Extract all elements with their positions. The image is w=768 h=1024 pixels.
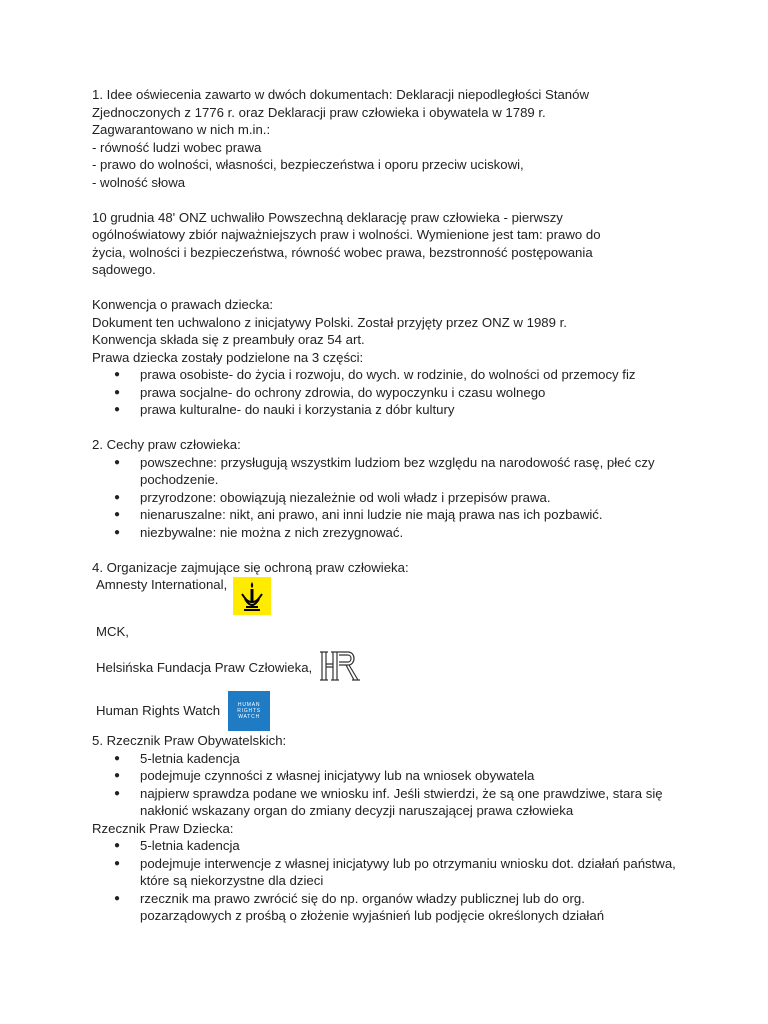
section-4	[92, 559, 692, 733]
section-5	[92, 732, 692, 925]
spacer	[92, 419, 692, 437]
list-item: ● prawa socjalne- do ochrony zdrowia, do wypoczynku i czasu wolnego	[92, 384, 692, 402]
org-name: Amnesty International,	[96, 577, 228, 592]
document-body	[92, 86, 692, 925]
paragraph-line: Zagwarantowano w nich m.in.:	[92, 122, 271, 137]
list-item: ● niezbywalne: nie można z nich zrezygnować.	[92, 524, 692, 542]
list-item: ● 5-letnia kadencja	[92, 750, 692, 768]
paragraph-line: 1. Idee oświecenia zawarto w dwóch dokumentach: Deklaracji niepodległości Stanów	[92, 87, 590, 102]
convention-rights-list	[92, 366, 692, 419]
org-hrw	[92, 690, 692, 732]
spacer	[92, 279, 692, 297]
section-2	[92, 436, 692, 541]
paragraph-line: Prawa dziecka zostały podzielone na 3 części:	[92, 349, 364, 365]
section-1	[92, 86, 692, 191]
org-name: Helsińska Fundacja Praw Człowieka,	[96, 660, 313, 676]
org-mck	[92, 618, 692, 646]
paragraph-line: Zjednoczonych z 1776 r. oraz Deklaracji praw człowieka i obywatela w 1789 r.	[92, 104, 546, 120]
paragraph-line: Konwencja o prawach dziecka:	[92, 297, 274, 312]
section-heading: 2. Cechy praw człowieka:	[92, 437, 241, 452]
hrw-logo-line: HUMAN	[237, 702, 261, 708]
list-item: ● przyrodzone: obowiązują niezależnie od woli władz i przepisów prawa.	[92, 489, 692, 507]
onz-paragraph	[92, 209, 692, 279]
section-heading: 5. Rzecznik Praw Obywatelskich:	[92, 733, 287, 748]
ombudsman-list	[92, 750, 692, 820]
org-name: Human Rights Watch	[96, 703, 221, 719]
list-item: ● nienaruszalne: nikt, ani prawo, ani inni ludzie nie mają prawa nas ich pozbawić.	[92, 506, 692, 524]
list-item: ● rzecznik ma prawo zwrócić się do np. organów władzy publicznej lub do org. pozarządowych z prośbą o złożenie wyjaśnień lub podjęcie określonych działań	[92, 890, 680, 925]
amnesty-candle-logo-icon	[233, 577, 271, 615]
list-item: ● prawa kulturalne- do nauki i korzystania z dóbr kultury	[92, 401, 692, 419]
list-item: ● 5-letnia kadencja	[92, 837, 692, 855]
hrw-logo-line: WATCH	[238, 714, 260, 720]
hrw-logo-icon	[228, 691, 270, 731]
list-item: ● powszechne: przysługują wszystkim ludziom bez względu na narodowość rasę, płeć czy pochodzenie.	[92, 454, 680, 489]
paragraph-line: - prawo do wolności, własności, bezpieczeństwa i oporu przeciw uciskowi,	[92, 157, 524, 172]
spacer	[92, 541, 692, 559]
human-rights-features-list	[92, 454, 692, 542]
spacer	[92, 191, 692, 209]
paragraph-line: sądowego.	[92, 262, 156, 277]
paragraph-line: - równość ludzi wobec prawa	[92, 139, 262, 155]
org-hfpc	[92, 648, 692, 688]
org-name: MCK,	[96, 624, 129, 640]
list-item: ● najpierw sprawdza podane we wniosku inf. Jeśli stwierdzi, że są one prawdziwe, stara się nakłonić wskazany organ do zmiany decyzji naruszającej prawa człowieka	[92, 785, 680, 820]
paragraph-line: ogólnoświatowy zbiór najważniejszych praw i wolności. Wymienione jest tam: prawo do	[92, 227, 601, 242]
list-item: ● podejmuje czynności z własnej inicjatywy lub na wniosek obywatela	[92, 767, 692, 785]
child-ombudsman-list	[92, 837, 692, 925]
hrw-logo-text	[237, 702, 261, 720]
section-heading: Rzecznik Praw Dziecka:	[92, 820, 234, 836]
list-item: ● prawa osobiste- do życia i rozwoju, do wych. w rodzinie, do wolności od przemocy fiz	[92, 366, 692, 384]
paragraph-line: 10 grudnia 48' ONZ uchwaliło Powszechną deklarację praw człowieka - pierwszy	[92, 209, 563, 225]
list-item: ● podejmuje interwencje z własnej inicjatywy lub po otrzymaniu wniosku dot. działań państwa, które są niekorzystne dla dzieci	[92, 855, 680, 890]
section-heading: 4. Organizacje zajmujące się ochroną praw człowieka:	[92, 559, 409, 575]
org-amnesty	[92, 576, 692, 616]
hrw-logo-line: RIGHTS	[237, 708, 261, 714]
paragraph-line: życia, wolności i bezpieczeństwa, równość wobec prawa, bezstronność postępowania	[92, 244, 593, 260]
paragraph-line: Konwencja składa się z preambuły oraz 54 art.	[92, 332, 365, 347]
hfpc-hr-logo-icon	[318, 649, 362, 688]
paragraph-line: - wolność słowa	[92, 174, 186, 190]
paragraph-line: Dokument ten uchwalono z inicjatywy Polski. Został przyjęty przez ONZ w 1989 r.	[92, 314, 567, 330]
convention-section	[92, 296, 692, 419]
